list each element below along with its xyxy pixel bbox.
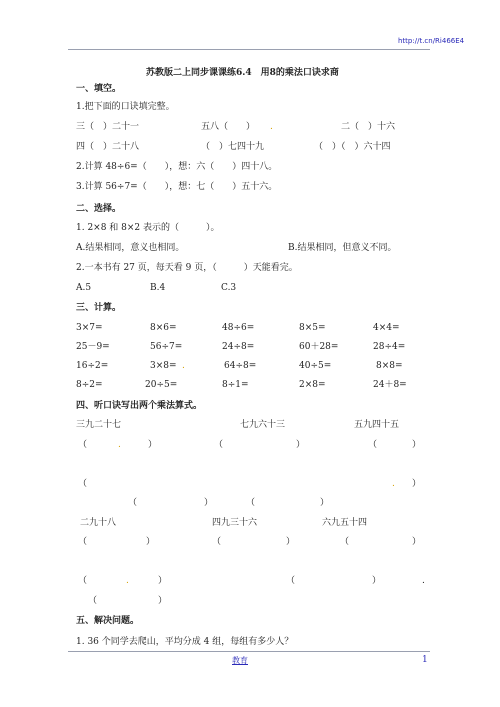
- section-1-heading: 一、填空。: [76, 84, 122, 94]
- blank-paren-open: （: [286, 576, 296, 586]
- calc-item: 64÷8=: [224, 361, 257, 371]
- decor-dot: .: [270, 122, 273, 132]
- calc-item: 8÷1=: [222, 380, 249, 390]
- section-3-heading: 三、计算。: [76, 303, 122, 313]
- rhyme-label: 四九三十六: [212, 518, 258, 528]
- sec1-row2-item: 四（ ）二十八: [76, 142, 140, 152]
- blank-paren-open: （: [368, 440, 378, 450]
- decor-dot: .: [422, 576, 425, 586]
- blank-paren-close: ）: [412, 537, 422, 547]
- blank-paren-open: （: [246, 498, 256, 508]
- blank-paren-open: （: [212, 537, 222, 547]
- rhyme-label: 五九四十五: [354, 420, 400, 430]
- blank-paren-open: （: [78, 440, 88, 450]
- blank-paren-close: ）: [158, 596, 168, 606]
- sec2-q2-option-a: A.5: [76, 283, 92, 293]
- blank-paren-close: ）: [158, 576, 168, 586]
- section-5-heading: 五、解决问题。: [76, 616, 140, 626]
- sec1-row1-item: 五八（ ）: [201, 122, 256, 132]
- blank-paren-close: ）: [412, 479, 422, 489]
- blank-paren-close: ）: [148, 440, 158, 450]
- sec1-row1-item: 二（ ）十六: [341, 122, 396, 132]
- section-4-heading: 四、听口诀写出两个乘法算式。: [76, 401, 203, 411]
- sec1-row1-item: 三（ ）二十一: [76, 122, 140, 132]
- calc-item: 24÷8=: [222, 342, 255, 352]
- sec2-q2-option-b: B.4: [150, 283, 166, 293]
- blank-paren-open: （: [78, 479, 88, 489]
- rhyme-label: 二九十八: [80, 518, 117, 528]
- page-number: 1: [422, 655, 428, 665]
- calc-item: 56÷7=: [150, 342, 183, 352]
- calc-item: 48÷6=: [222, 323, 255, 333]
- footer-link[interactable]: 教育: [232, 656, 248, 665]
- calc-item: 60＋28=: [299, 342, 339, 352]
- blank-paren-open: （: [214, 440, 224, 450]
- calc-item: 8÷2=: [76, 380, 103, 390]
- sec1-row2-item: （ ）七四十九: [201, 142, 265, 152]
- calc-item: 25－9=: [76, 342, 110, 352]
- sec2-q1-option-b: B.结果相同，但意义不同。: [288, 243, 397, 253]
- decor-dot: .: [118, 440, 121, 450]
- sec2-q2-option-c: C.3: [221, 283, 237, 293]
- blank-paren-open: （: [128, 498, 138, 508]
- header-rule: [68, 49, 430, 50]
- sec1-row2-item: （ ）（ ）六十四: [314, 142, 391, 152]
- sec1-q1: 1.把下面的口诀填完整。: [76, 102, 175, 112]
- sec5-q1: 1. 36 个同学去爬山，平均分成 4 组，每组有多少人？: [76, 637, 294, 647]
- calc-item: 20÷5=: [145, 380, 178, 390]
- sec2-q1-option-a: A.结果相同，意义也相同。: [76, 243, 185, 253]
- calc-item: 40÷5=: [299, 361, 332, 371]
- calc-item: 8×8=: [376, 361, 403, 371]
- footer-rule: [68, 651, 430, 652]
- calc-item: 2×8=: [299, 380, 326, 390]
- calc-item: 28÷4=: [373, 342, 406, 352]
- blank-paren-close: ）: [296, 440, 306, 450]
- sec2-q1: 1. 2×8 和 8×2 表示的（ ）。: [76, 223, 220, 233]
- calc-item: 8×5=: [299, 323, 326, 333]
- decor-dot: .: [126, 576, 129, 586]
- rhyme-label: 七九六十三: [240, 420, 286, 430]
- rhyme-label: 六九五十四: [322, 518, 368, 528]
- header-url[interactable]: http://t.cn/Ri466E4: [398, 37, 465, 45]
- calc-item: 3×8=: [150, 361, 177, 371]
- calc-item: 8×6=: [150, 323, 177, 333]
- decor-dot: .: [392, 479, 395, 489]
- blank-paren-close: ）: [320, 498, 330, 508]
- sec1-q2: 2.计算 48÷6=（ ），想：六（ ）四十八。: [76, 162, 278, 172]
- calc-item: 16÷2=: [76, 361, 109, 371]
- page-title: 苏教版二上同步课课练6.4 用8的乘法口诀求商: [146, 68, 339, 78]
- blank-paren-close: ）: [412, 440, 422, 450]
- decor-dot: .: [182, 361, 185, 371]
- section-2-heading: 二、选择。: [76, 204, 122, 214]
- calc-item: 24＋8=: [373, 380, 407, 390]
- calc-item: 4×4=: [373, 323, 400, 333]
- blank-paren-open: （: [340, 537, 350, 547]
- sec1-q3: 3.计算 56÷7=（ ），想：七（ ）五十六。: [76, 182, 278, 192]
- calc-item: 3×7=: [76, 323, 103, 333]
- blank-paren-close: ）: [372, 576, 382, 586]
- rhyme-label: 三九二十七: [76, 420, 122, 430]
- blank-paren-close: ）: [204, 498, 214, 508]
- blank-paren-close: ）: [286, 537, 296, 547]
- sec2-q2: 2.一本书有 27 页，每天看 9 页，（ ）天能看完。: [76, 263, 298, 273]
- blank-paren-close: ）: [146, 537, 156, 547]
- blank-paren-open: （: [78, 576, 88, 586]
- blank-paren-open: （: [78, 537, 88, 547]
- blank-paren-open: （: [88, 596, 98, 606]
